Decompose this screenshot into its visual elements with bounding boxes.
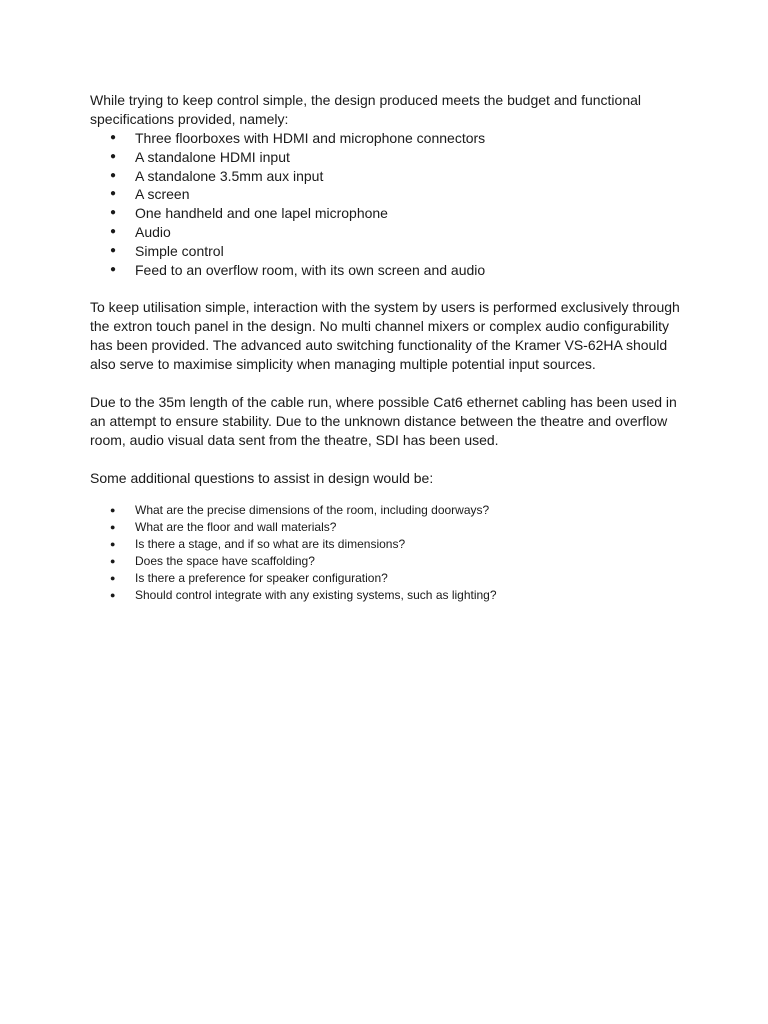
paragraph-spacer [90, 279, 680, 298]
list-item: ● What are the floor and wall materials? [90, 519, 680, 536]
questions-intro: Some additional questions to assist in design would be: [90, 470, 434, 487]
list-item: ● Should control integrate with any existing systems, such as lighting? [90, 587, 680, 604]
list-item: ● Simple control [90, 242, 680, 261]
list-item: ● Does the space have scaffolding? [90, 553, 680, 570]
specs-list [90, 129, 680, 279]
list-item: ● Is there a stage, and if so what are its dimensions? [90, 536, 680, 553]
list-item: ● One handheld and one lapel microphone [90, 204, 680, 223]
intro-paragraph: While trying to keep control simple, the design produced meets the budget and functional specifications provided, namely: [90, 92, 641, 127]
list-item: ● Is there a preference for speaker configuration? [90, 570, 680, 587]
cabling-paragraph: Due to the 35m length of the cable run, where possible Cat6 ethernet cabling has been used in an attempt to ensure stability. Due to the unknown distance between the theatre and overflow room, audio visual data sent from the theatre, SDI has been used. [90, 394, 677, 449]
list-item: ● What are the precise dimensions of the room, including doorways? [90, 502, 680, 519]
list-item: ● A standalone HDMI input [90, 148, 680, 167]
list-item: ● A screen [90, 185, 680, 204]
document-body [90, 91, 680, 604]
list-item: ● Feed to an overflow room, with its own screen and audio [90, 261, 680, 280]
list-item: ● A standalone 3.5mm aux input [90, 167, 680, 186]
questions-list [90, 502, 680, 604]
paragraph-spacer [90, 450, 680, 469]
paragraph-spacer [90, 374, 680, 393]
paragraph-spacer [90, 488, 680, 502]
list-item: ● Audio [90, 223, 680, 242]
list-item: ● Three floorboxes with HDMI and microphone connectors [90, 129, 680, 148]
control-paragraph: To keep utilisation simple, interaction with the system by users is performed exclusively through the extron touch panel in the design. No multi channel mixers or complex audio configurability has been provided. The advanced auto switching functionality of the Kramer VS-62HA should also serve to maximise simplicity when managing multiple potential input sources. [90, 299, 680, 373]
